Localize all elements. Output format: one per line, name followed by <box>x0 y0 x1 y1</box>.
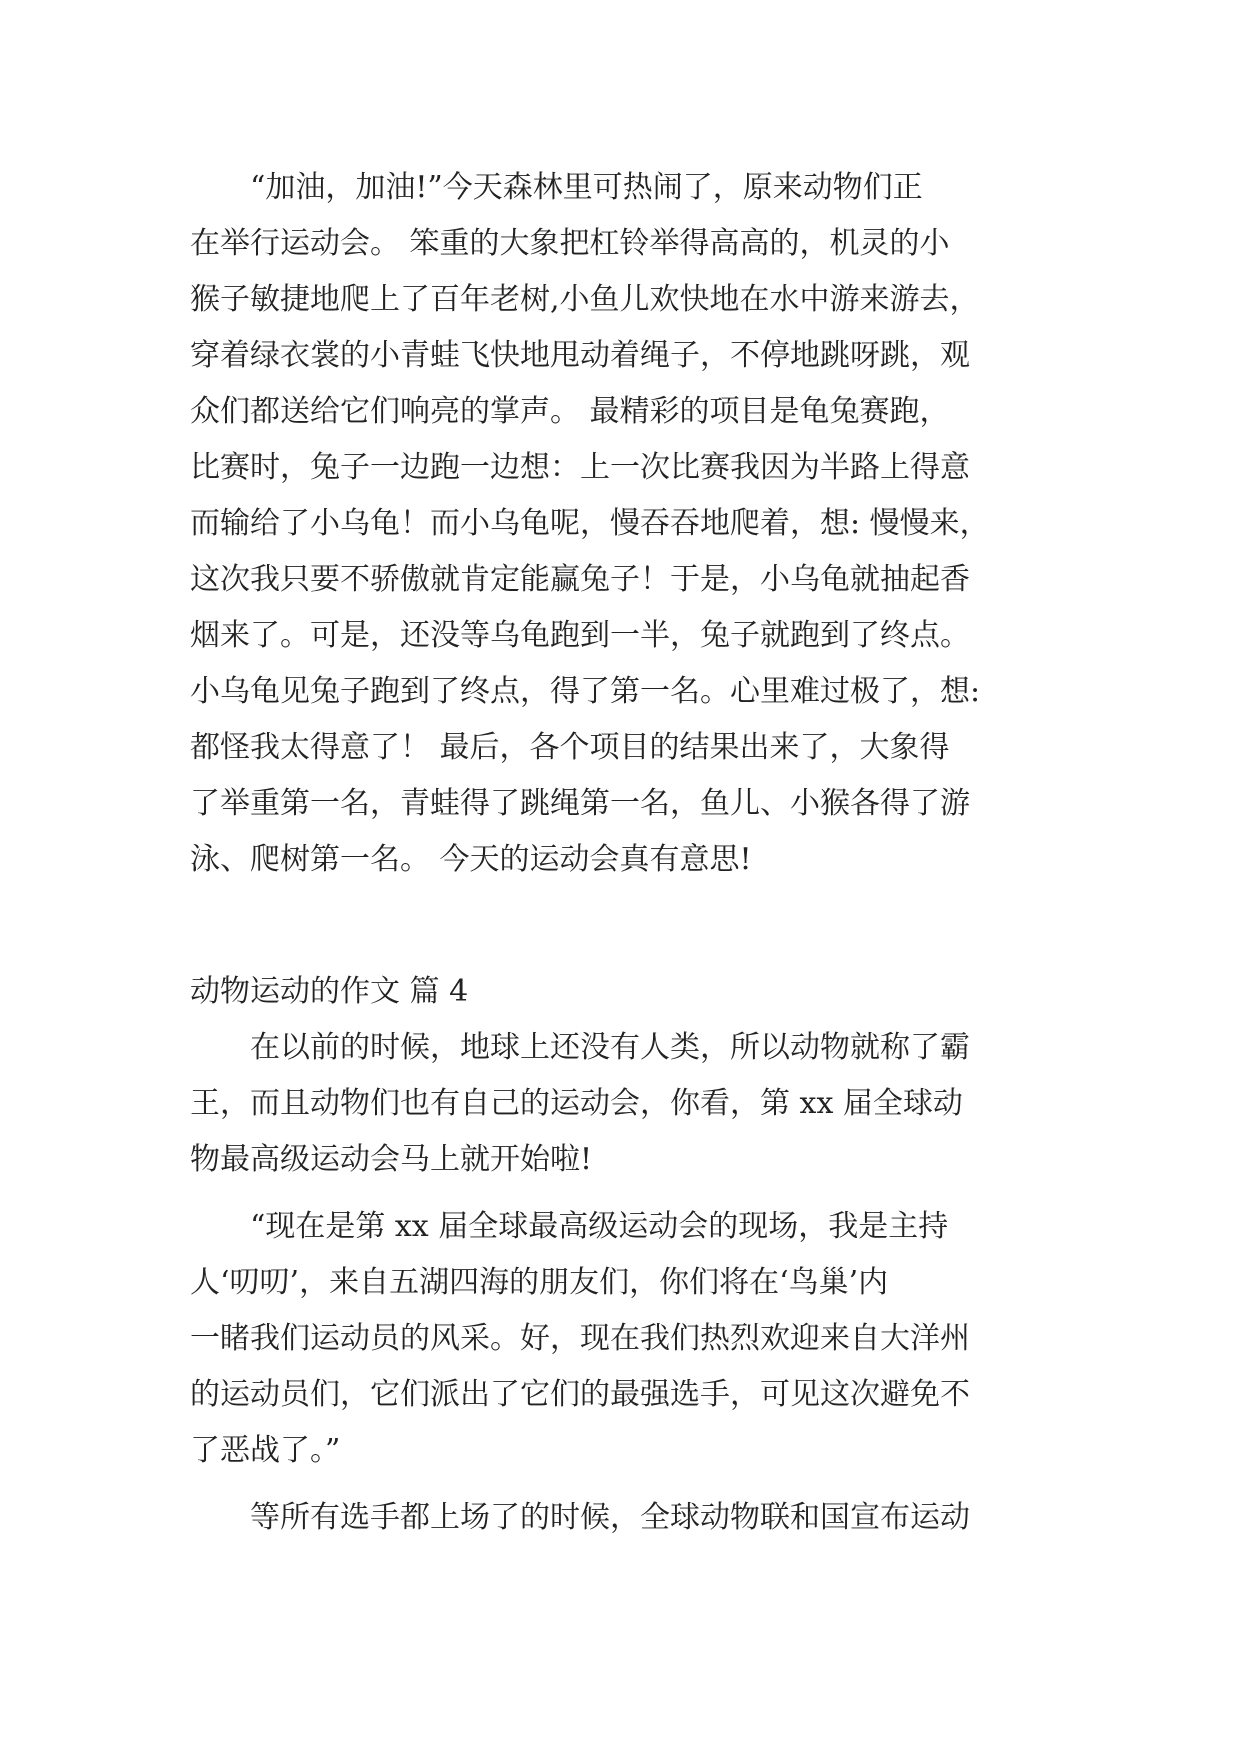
paragraph-line: 人‘叨叨’，来自五湖四海的朋友们，你们将在‘鸟巢’内 <box>190 1265 889 1300</box>
paragraph-line: “现在是第 xx 届全球最高级运动会的现场，我是主持 <box>250 1209 949 1244</box>
paragraph-line: 而输给了小乌龟！而小乌龟呢，慢吞吞地爬着，想: 慢慢来， <box>190 506 990 541</box>
paragraph-line: 了举重第一名，青蛙得了跳绳第一名，鱼儿、小猴各得了游 <box>190 786 970 821</box>
paragraph-line: 一睹我们运动员的风采。好，现在我们热烈欢迎来自大洋州 <box>190 1321 970 1356</box>
paragraph-line: 在以前的时候，地球上还没有人类，所以动物就称了霸 <box>250 1030 970 1065</box>
paragraph-line: 泳、爬树第一名。 今天的运动会真有意思! <box>190 842 752 877</box>
paragraph-line: 物最高级运动会马上就开始啦! <box>190 1142 593 1177</box>
paragraph-line: “加油，加油!”今天森林里可热闹了，原来动物们正 <box>250 170 923 205</box>
paragraph-line: 这次我只要不骄傲就肯定能赢兔子！于是，小乌龟就抽起香 <box>190 562 970 597</box>
paragraph-line: 众们都送给它们响亮的掌声。 最精彩的项目是龟兔赛跑， <box>190 394 950 429</box>
paragraph-line: 了恶战了。” <box>190 1433 341 1468</box>
paragraph-line: 王，而且动物们也有自己的运动会，你看，第 xx 届全球动 <box>190 1086 963 1121</box>
paragraph-line: 烟来了。可是，还没等乌龟跑到一半，兔子就跑到了终点。 <box>190 618 970 653</box>
paragraph-line: 比赛时，兔子一边跑一边想：上一次比赛我因为半路上得意 <box>190 450 970 485</box>
paragraph-line: 穿着绿衣裳的小青蛙飞快地甩动着绳子，不停地跳呀跳，观 <box>190 338 970 373</box>
paragraph-line: 猴子敏捷地爬上了百年老树,小鱼儿欢快地在水中游来游去， <box>190 282 980 317</box>
section-heading: 动物运动的作文 篇 4 <box>190 974 469 1009</box>
paragraph-line: 都怪我太得意了！ 最后，各个项目的结果出来了，大象得 <box>190 730 950 765</box>
paragraph-line: 小乌龟见兔子跑到了终点，得了第一名。心里难过极了，想: <box>190 674 981 709</box>
paragraph-line: 等所有选手都上场了的时候，全球动物联和国宣布运动 <box>250 1500 970 1535</box>
paragraph-line: 的运动员们，它们派出了它们的最强选手，可见这次避免不 <box>190 1377 970 1412</box>
paragraph-line: 在举行运动会。 笨重的大象把杠铃举得高高的，机灵的小 <box>190 226 950 261</box>
